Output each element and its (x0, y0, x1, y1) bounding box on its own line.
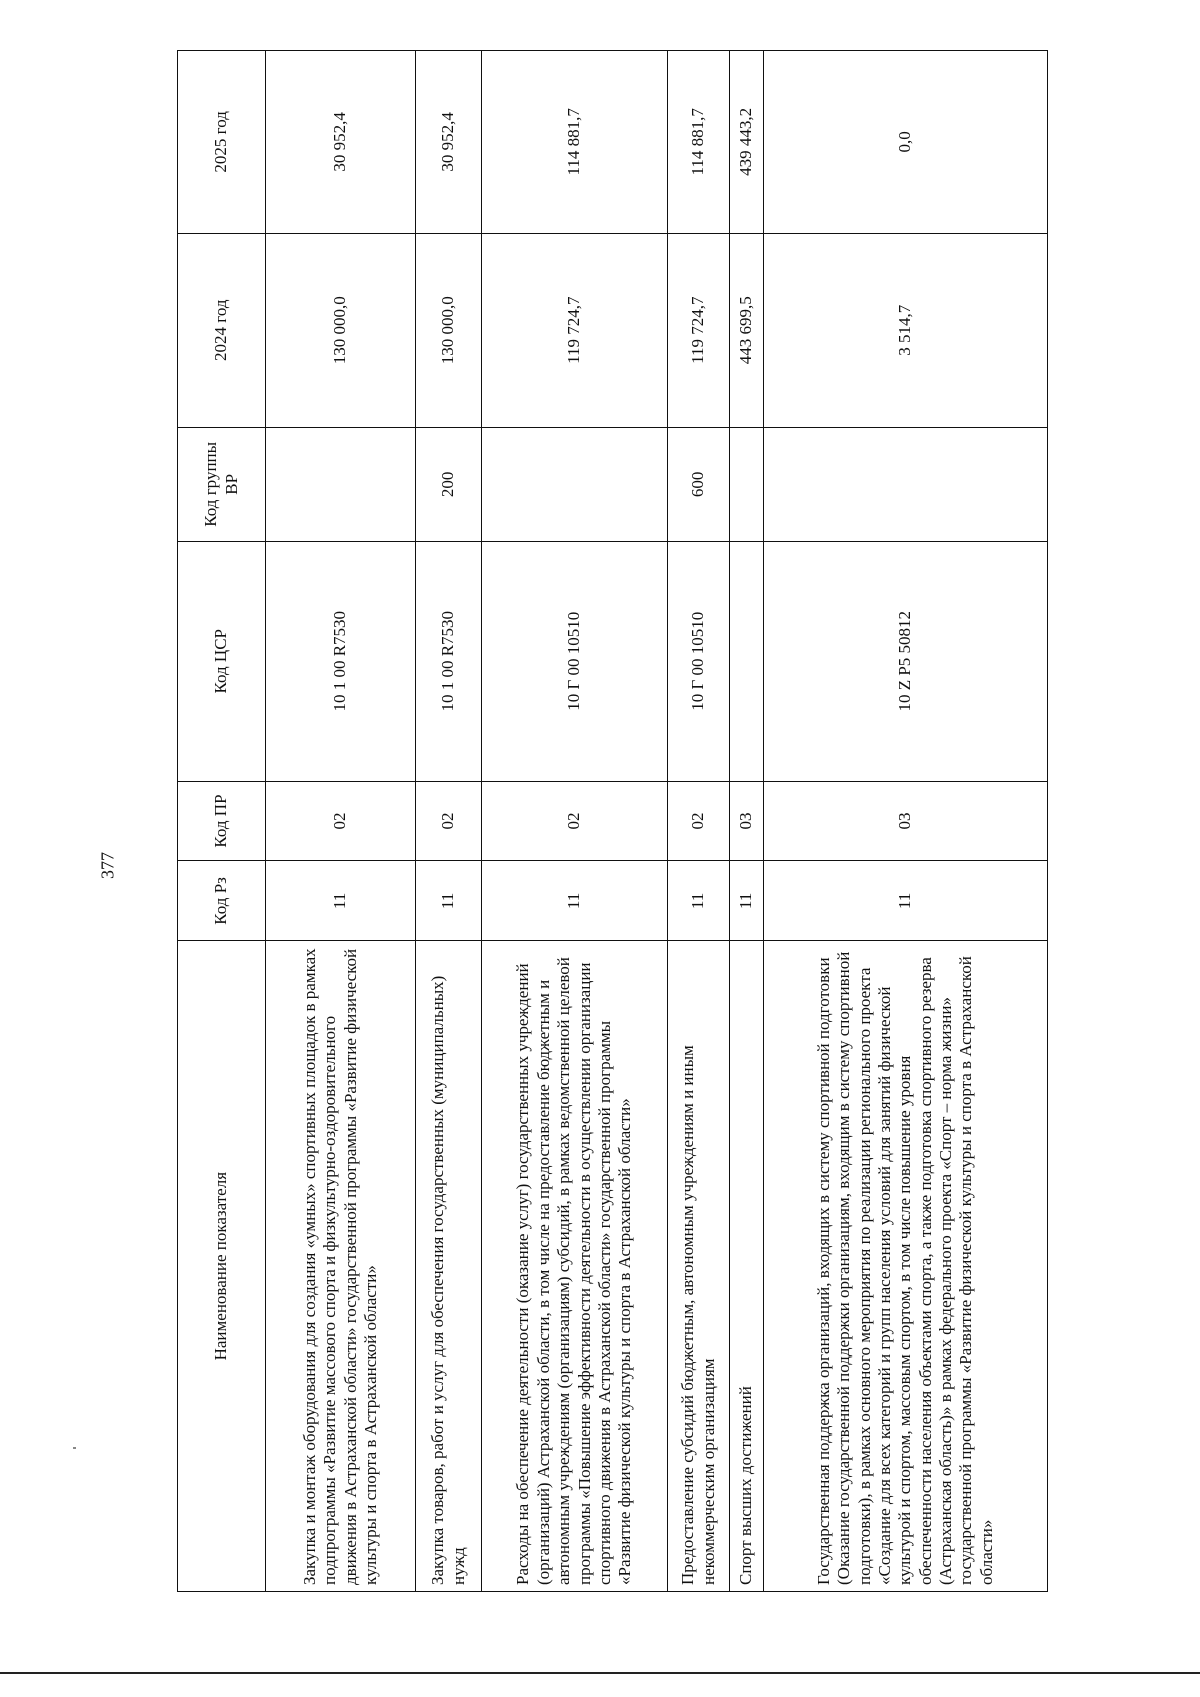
row-2024: 130 000,0 (416, 233, 482, 427)
header-csr: Код ЦСР (178, 541, 266, 781)
row-rz: 11 (730, 861, 764, 941)
row-2025: 439 443,2 (730, 51, 764, 234)
row-pr: 02 (668, 781, 730, 861)
header-vr: Код группы ВР (178, 427, 266, 541)
row-name: Закупка товаров, работ и услуг для обеспечения государственных (муниципальных) нужд (416, 941, 482, 1592)
row-2025: 114 881,7 (668, 51, 730, 234)
row-2024: 119 724,7 (482, 233, 668, 427)
row-2024: 3 514,7 (764, 233, 1048, 427)
budget-table (177, 50, 1048, 1592)
row-vr (764, 427, 1048, 541)
row-name: Расходы на обеспечение деятельности (оказание услуг) государственных учреждений (организаций) Астраханской области, в том числе на предоставление бюджетным и автономным учреждениям (организациям) субсидий, в рамках ведомственной целевой программы «Повышение эффективности деятельности в осуществлении организации спортивного движения в Астраханской области» государственной программы «Развитие физической культуры и спорта в Астраханской области» (482, 941, 668, 1592)
row-name: Закупка и монтаж оборудования для создания «умных» спортивных площадок в рамках подпрограммы «Развитие массового спорта и физкультурно-оздоровительного движения в Астраханской области» государственной программы «Развитие физической культуры и спорта в Астраханской области» (266, 941, 416, 1592)
row-rz: 11 (416, 861, 482, 941)
header-2025: 2025 год (178, 51, 266, 234)
row-2024: 443 699,5 (730, 233, 764, 427)
page-number: 377 (97, 852, 118, 879)
row-vr (730, 427, 764, 541)
row-name: Государственная поддержка организаций, входящих в систему спортивной подготовки (Оказание государственной поддержки организациям, входящим в систему спортивной подготовки), в рамках основного мероприятия по реализации регионального проекта «Создание для всех категорий и групп населения условий для занятий физической культурой и спортом, массовым спортом, в том числе повышение уровня обеспеченности населения объектами спорта, а также подготовка спортивного резерва (Астраханская область)» в рамках федерального проекта «Спорт – норма жизни» государственной программы «Развитие физической культуры и спорта в Астраханской области» (764, 941, 1048, 1592)
scan-speck (73, 1447, 76, 1449)
table-row (416, 51, 482, 1592)
table-row (764, 51, 1048, 1592)
table-row (266, 51, 416, 1592)
row-rz: 11 (764, 861, 1048, 941)
row-vr (266, 427, 416, 541)
row-pr: 02 (416, 781, 482, 861)
row-csr: 10 Z P5 50812 (764, 541, 1048, 781)
row-name: Спорт высших достижений (730, 941, 764, 1592)
row-csr: 10 1 00 R7530 (416, 541, 482, 781)
header-rz: Код Рз (178, 861, 266, 941)
row-pr: 03 (764, 781, 1048, 861)
row-rz: 11 (482, 861, 668, 941)
row-2025: 30 952,4 (416, 51, 482, 234)
table-row (482, 51, 668, 1592)
row-csr: 10 1 00 R7530 (266, 541, 416, 781)
scan-edge-line (0, 1672, 1200, 1674)
table-row (668, 51, 730, 1592)
row-rz: 11 (266, 861, 416, 941)
row-pr: 02 (266, 781, 416, 861)
row-csr (730, 541, 764, 781)
row-2024: 130 000,0 (266, 233, 416, 427)
row-csr: 10 Г 00 10510 (482, 541, 668, 781)
row-vr (482, 427, 668, 541)
table-row (730, 51, 764, 1592)
row-vr: 200 (416, 427, 482, 541)
row-2024: 119 724,7 (668, 233, 730, 427)
table-header-row (178, 51, 266, 1592)
header-name: Наименование показателя (178, 941, 266, 1592)
row-vr: 600 (668, 427, 730, 541)
header-2024: 2024 год (178, 233, 266, 427)
budget-table-rotated (177, 50, 1047, 1592)
row-pr: 02 (482, 781, 668, 861)
row-pr: 03 (730, 781, 764, 861)
row-2025: 114 881,7 (482, 51, 668, 234)
row-csr: 10 Г 00 10510 (668, 541, 730, 781)
row-2025: 30 952,4 (266, 51, 416, 234)
row-name: Предоставление субсидий бюджетным, автономным учреждениям и иным некоммерческим организациям (668, 941, 730, 1592)
header-pr: Код ПР (178, 781, 266, 861)
row-2025: 0,0 (764, 51, 1048, 234)
row-rz: 11 (668, 861, 730, 941)
